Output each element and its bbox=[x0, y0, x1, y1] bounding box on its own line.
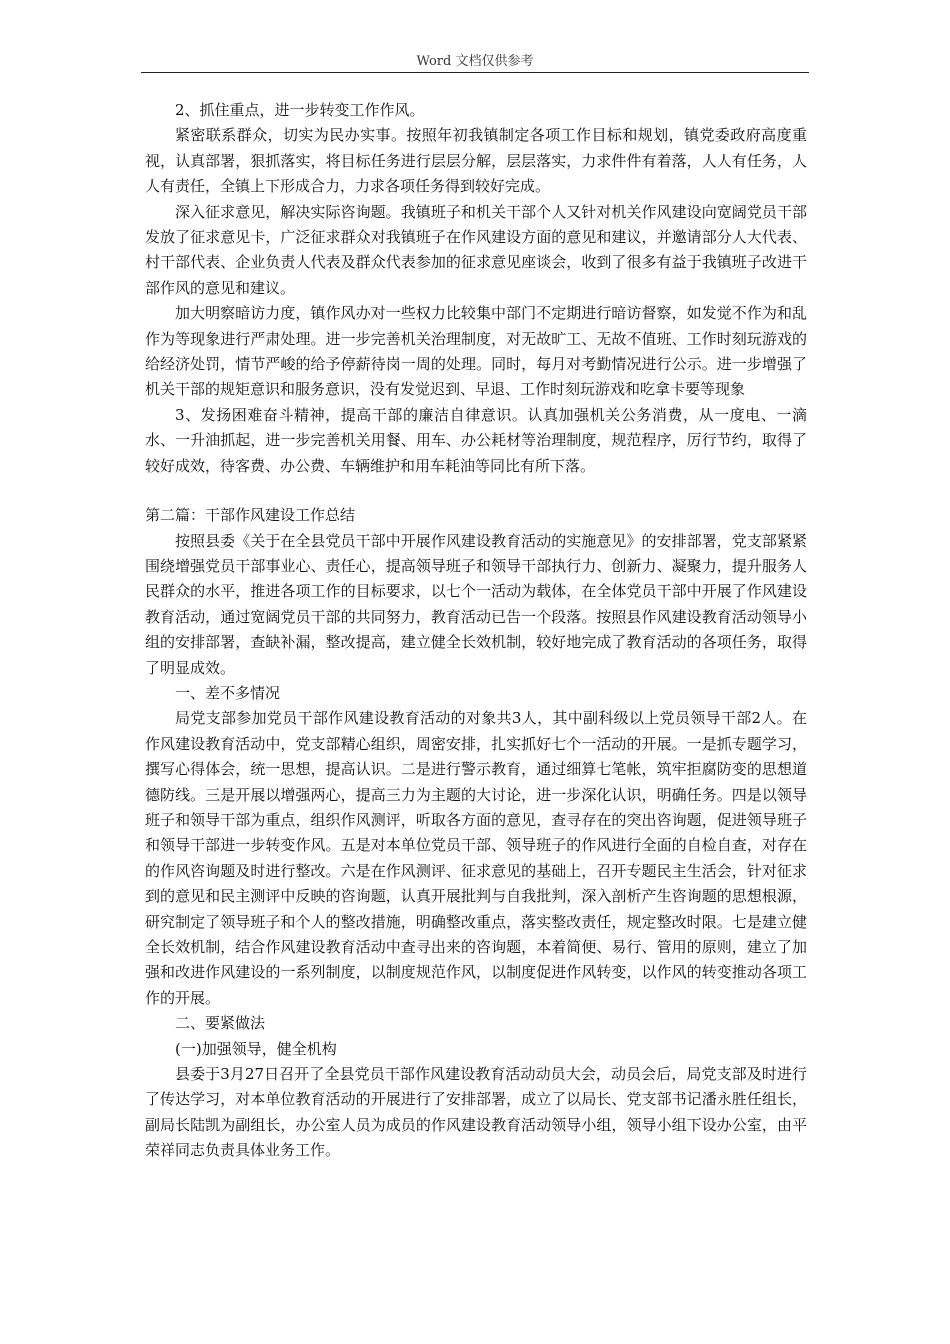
subsection-heading: (一)加强领导，健全机构 bbox=[175, 1039, 337, 1058]
paragraph: 3、发扬困难奋斗精神，提高干部的廉洁自律意识。认真加强机关公务消费，从一度电、一滴水、一升油抓起，进一步完善机关用餐、用车、办公耗材等治理制度，规范程序，厉行节约，取得了较好成效，待客费、办公费、车辆维护和用车耗油等同比有所下落。 bbox=[145, 405, 807, 475]
section-heading-2: 2、抓住重点，进一步转变工作作风。 bbox=[175, 101, 425, 119]
page-header: Word 文档仅供参考 bbox=[416, 54, 534, 69]
chapter-title: 第二篇：干部作风建设工作总结 bbox=[145, 506, 356, 525]
paragraph: 县委于3月27日召开了全县党员干部作风建设教育活动动员大会，动员会后，局党支部及时进行了传达学习，对本单位教育活动的开展进行了安排部署，成立了以局长、党支部书记潘永胜任组长，副局长陆凯为副组长，办公室人员为成员的作风建设教育活动领导小组，领导小组下设办公室，由平荣祥同志负责具体业务工作。 bbox=[145, 1065, 807, 1160]
blank-line bbox=[145, 479, 807, 503]
paragraph: 加大明察暗访力度，镇作风办对一些权力比较集中部门不定期进行暗访督察，如发觉不作为和乱作为等现象进行严肃处理。进一步完善机关治理制度，对无故旷工、无故不值班、工作时刻玩游戏的给经济处罚，情节严峻的给予停薪待岗一周的处理。同时，每月对考勤情况进行公示。进一步增强了机关干部的规矩意识和服务意识，没有发觉迟到、早退、工作时刻玩游戏和吃拿卡要等现象 bbox=[145, 304, 807, 399]
paragraph: 局党支部参加党员干部作风建设教育活动的对象共3人，其中副科级以上党员领导干部2人。在作风建设教育活动中，党支部精心组织，周密安排，扎实抓好七个一活动的开展。一是抓专题学习，撰写心得体会，统一思想，提高认识。二是进行警示教育，通过细算七笔帐，筑牢拒腐防变的思想道德防线。三是开展以增强两心，提高三力为主题的大讨论，进一步深化认识，明确任务。四是以领导班子和领导干部为重点，组织作风测评，听取各方面的意见，查寻存在的突出咨询题，促进领导班子和领导干部进一步转变作风。五是对本单位党员干部、领导班子的作风进行全面的自检自查，对存在的作风咨询题及时进行整改。六是在作风测评、征求意见的基础上，召开专题民主生活会，针对征求到的意见和民主测评中反映的咨询题，认真开展批判与自我批判，深入剖析产生咨询题的思想根源，研究制定了领导班子和个人的整改措施，明确整改重点，落实整改责任，规定整改时限。七是建立健全长效机制，结合作风建设教育活动中查寻出来的咨询题，本着简便、易行、管用的原则，建立了加强和改进作风建设的一系列制度，以制度规范作风，以制度促进作风转变，以作风的转变推动各项工作的开展。 bbox=[145, 709, 807, 1007]
paragraph: 按照县委《关于在全县党员干部中开展作风建设教育活动的实施意见》的安排部署，党支部紧紧围绕增强党员干部事业心、责任心，提高领导班子和领导干部执行力、创新力、凝聚力，提升服务人民群众的水平，推进各项工作的目标要求，以七个一活动为载体，在全体党员干部中开展了作风建设教育活动，通过宽阔党员干部的共同努力，教育活动已告一个段落。按照县作风建设教育活动领导小组的安排部署，查缺补漏，整改提高，建立健全长效机制，较好地完成了教育活动的各项任务，取得了明显成效。 bbox=[145, 531, 807, 677]
paragraph: 深入征求意见，解决实际咨询题。我镇班子和机关干部个人又针对机关作风建设向宽阔党员干部发放了征求意见卡，广泛征求群众对我镇班子在作风建设方面的意见和建议，并邀请部分人大代表、村干部代表、企业负责人代表及群众代表参加的征求意见座谈会，收到了很多有益于我镇班子改进干部作风的意见和建议。 bbox=[145, 202, 807, 297]
header-divider bbox=[141, 72, 809, 73]
paragraph: 紧密联系群众，切实为民办实事。按照年初我镇制定各项工作目标和规划，镇党委政府高度重视，认真部署，狠抓落实，将目标任务进行层层分解，层层落实，力求件件有着落，人人有任务，人人有责任，全镇上下形成合力，力求各项任务得到较好完成。 bbox=[145, 126, 807, 196]
section-heading-overview: 一、差不多情况 bbox=[175, 683, 281, 702]
section-heading-practices: 二、要紧做法 bbox=[175, 1014, 266, 1033]
document-body bbox=[145, 98, 807, 1164]
